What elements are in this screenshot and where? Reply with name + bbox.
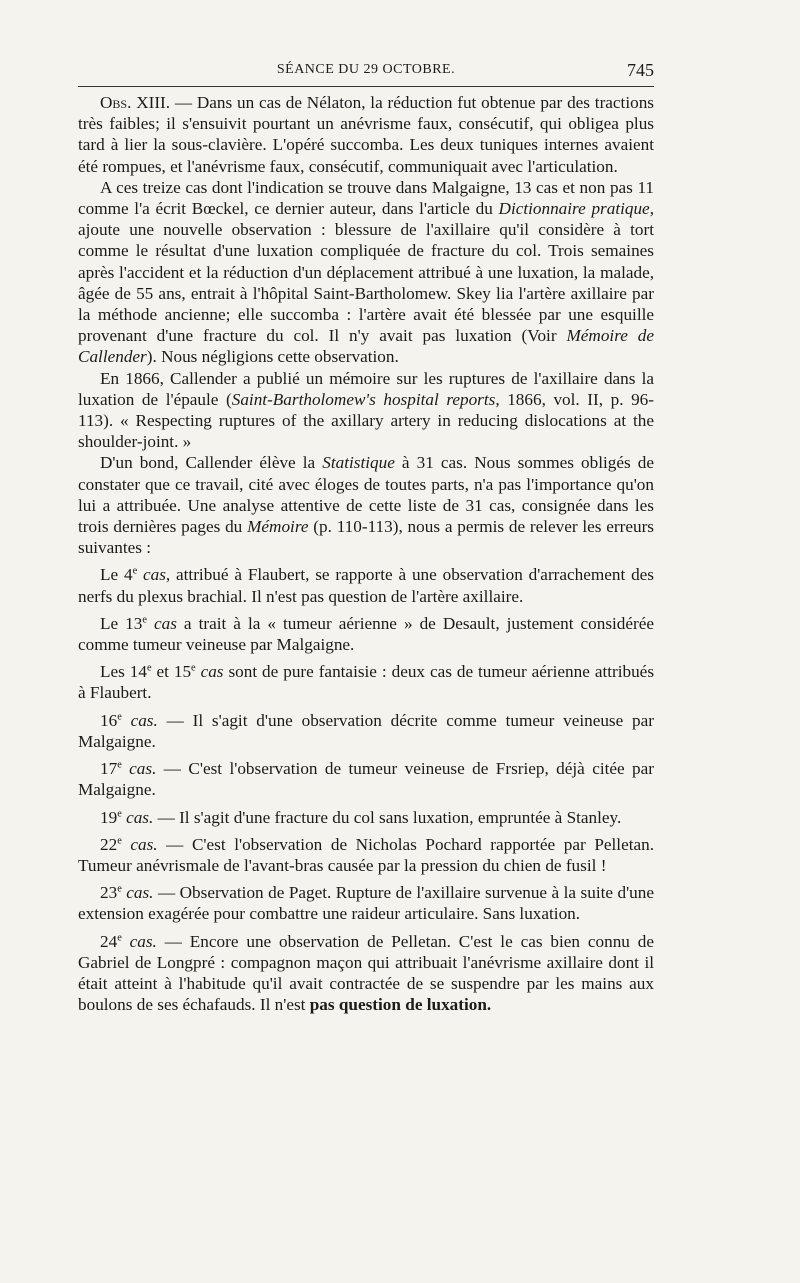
text-segment: cas. (121, 759, 157, 779)
paragraph-treize-cas (78, 177, 654, 368)
text-segment: cas. (121, 883, 154, 903)
text-segment: cas (146, 613, 177, 633)
paragraph-cas19 (78, 807, 654, 828)
text-segment: pas question de luxation. (309, 995, 492, 1015)
text-segment: — Observation de Paget. Rupture de l'axillaire survenue à la suite d'une extension exagérée pour combattre une raideur articulaire. Sans luxation. (78, 883, 654, 924)
text-segment: cas (137, 565, 166, 585)
text-segment: 22 (100, 834, 118, 854)
text-segment: cas. (121, 834, 158, 854)
text-segment: — C'est l'observation de Nicholas Pochard rapportée par Pelletan. Tumeur anévrismale de l'avant-bras causée par la pression du chien de fusil ! (78, 834, 654, 875)
text-segment: (p. 110-113), nous a permis de relever les erreurs suivantes : (78, 517, 654, 558)
page-number: 745 (627, 60, 654, 80)
body-text (78, 92, 654, 1015)
text-segment: e (117, 883, 122, 895)
running-head: SÉANCE DU 29 OCTOBRE. (276, 62, 456, 77)
text-segment: a trait à la « tumeur aérienne » de Desault, justement considérée comme tumeur veineuse par Malgaigne. (78, 613, 654, 655)
text-segment: e (117, 759, 122, 771)
paragraph-cas16 (78, 710, 654, 752)
text-segment: D'un bond, Callender élève la (100, 453, 323, 473)
text-segment: , ajoute une nouvelle observation : blessure de l'axillaire qu'il considère à tort comme le résultat d'une luxation compliquée de fracture du col. Trois semaines après l'accident et la réduction d'un déplacement attribué à une luxation, la malade, âgée de 55 ans, entrait à l'hôpital Saint-Bartholomew. Skey lia l'artère axillaire par la méthode ancienne; elle succomba : l'artère avait été blessée par une esquille provenant d'une fracture du col. Il n'y avait pas luxation (Voir (78, 199, 654, 346)
text-segment: e (146, 662, 152, 674)
paragraph-cas22 (78, 834, 654, 876)
text-segment: — Encore une observation de Pelletan. C'est le cas bien connu de Gabriel de Longpré : compagnon maçon qui attribuait l'anévrisme axillaire dont il était atteint à l'habitude qu'il avait contractée de se suspendre par les mains aux boulons de ses échafauds. Il n'est (78, 931, 654, 1015)
text-segment: Les 14 (100, 662, 147, 682)
text-segment: cas. (121, 710, 158, 730)
text-segment: e (117, 710, 122, 722)
paragraph-cas14-15 (78, 661, 654, 703)
paragraph-cas23 (78, 882, 654, 924)
text-segment: cas. (121, 931, 157, 951)
text-segment: — C'est l'observation de tumeur veineuse de Frsriep, déjà citée par Malgaigne. (78, 759, 654, 800)
paragraph-dun-bond (78, 452, 654, 558)
paragraph-cas24 (78, 931, 654, 1016)
text-segment: — Il s'agit d'une observation décrite comme tumeur veineuse par Malgaigne. (78, 710, 654, 751)
header-rule (78, 86, 654, 87)
text-segment: e (142, 614, 147, 626)
text-segment: e (191, 662, 196, 674)
text-segment: e (117, 931, 122, 943)
page-header (78, 56, 654, 82)
text-segment: , attribué à Flaubert, se rapporte à une observation d'arrachement des nerfs du plexus brachial. Il n'est pas question de l'artère axillaire. (78, 565, 654, 606)
text-segment: — Il s'agit d'une fracture du col sans luxation, empruntée à Stanley. (153, 807, 622, 827)
text-segment: 19 (100, 807, 118, 827)
text-segment: Obs. XIII. (100, 93, 171, 112)
text-segment: e (117, 807, 122, 819)
text-segment: A ces treize cas dont l'indication se trouve dans Malgaigne, 13 cas et non pas 11 comme l'a écrit Bœckel, ce dernier auteur, dans l'article du (78, 177, 654, 219)
text-segment: sont de pure fantaisie : deux cas de tumeur aérienne attribués à Flaubert. (78, 662, 655, 703)
text-segment: e (132, 565, 138, 577)
text-segment: cas. (121, 807, 154, 827)
text-segment: Le 13 (100, 613, 143, 633)
text-segment: ). Nous négligions cette observation. (146, 347, 399, 367)
paragraph-en-1866 (78, 368, 654, 453)
text-segment: 17 (100, 759, 118, 779)
text-segment: En 1866, Callender a publié un mémoire sur les ruptures de l'axillaire dans la luxation de l'épaule ( (78, 368, 654, 409)
text-segment: e (117, 834, 122, 846)
text-segment: 24 (100, 931, 118, 951)
paragraph-cas4 (78, 564, 654, 606)
text-segment: 23 (100, 883, 118, 903)
text-segment: 16 (100, 710, 118, 730)
text-segment: cas (195, 662, 224, 682)
text-segment: Dictionnaire pratique (498, 199, 650, 219)
text-segment: à 31 cas. Nous sommes obligés de constater que ce travail, cité avec éloges de toutes parts, n'a pas l'importance qu'on lui a attribuée. Une analyse attentive de cette liste de 31 cas, consignée dans les trois dernières pages du (78, 453, 654, 537)
paragraph-cas13 (78, 613, 654, 655)
text-segment: Le 4 (100, 565, 133, 585)
text-segment: Statistique (322, 453, 395, 473)
text-segment: Mémoire de Callender (78, 326, 654, 367)
text-segment: , 1866, vol. II, p. 96-113). « Respecting ruptures of the axillary artery in reducing dislocations at the shoulder-joint. » (78, 389, 655, 452)
text-segment: Saint-Bartholomew's hospital reports (231, 389, 496, 409)
text-segment: Mémoire (247, 517, 309, 537)
text-segment: — Dans un cas de Nélaton, la réduction fut obtenue par des tractions très faibles; il s'ensuivit pourtant un anévrisme faux, consécutif, qui obligea plus tard à lier la sous-clavière. L'opéré succomba. Les deux tuniques internes avaient été rompues, et l'anévrisme faux, consécutif, communiquait avec l'articulation. (78, 93, 654, 176)
paragraph-obs13 (78, 92, 654, 177)
text-segment: et 15 (151, 662, 192, 682)
paragraph-cas17 (78, 758, 654, 800)
